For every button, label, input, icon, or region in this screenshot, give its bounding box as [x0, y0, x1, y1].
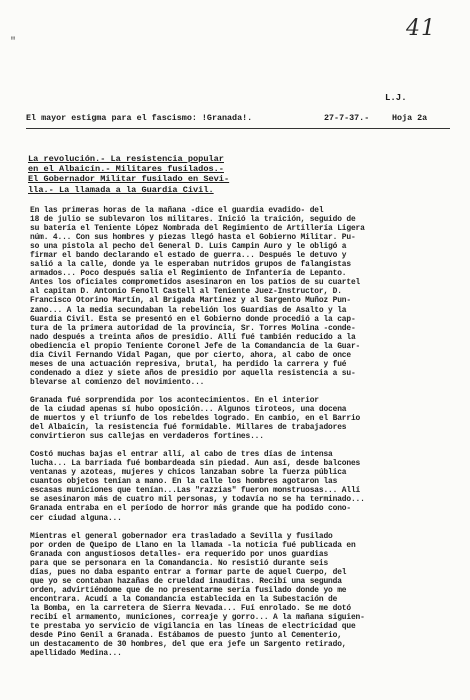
- header-line: [26, 113, 446, 123]
- body-line: En las primeras horas de la mañana -dice el guardia evadido- del: [30, 206, 324, 215]
- body-line: para que se personara en la Comandancia. No resistió durante seis: [30, 558, 329, 568]
- subheading-line: lla.- La llamada a la Guardia Civil.: [28, 184, 214, 195]
- paragraph-gap: [30, 523, 450, 532]
- body-line: 18 de julio se sublevaron los militares. Inició la traición, seguido de: [30, 215, 356, 225]
- subheading-line: La revolución.- La resistencia popular: [28, 154, 224, 164]
- body-line: se asesinaron más de cuatro mil personas, y todavía no se ha terminado...: [30, 495, 365, 505]
- body-line: Costó muchas bajas el entrar allí, al cabo de tres días de intensa: [30, 450, 333, 460]
- header-title: El mayor estigma para el fascismo: !Granada!.: [26, 113, 253, 123]
- paragraph-gap: [30, 387, 450, 396]
- article-body: [30, 206, 450, 658]
- body-line: tura de la primera autoridad de la provincia, Sr. Torres Molina -conde-: [30, 323, 356, 333]
- body-line: dia Civil Fernando Vidal Pagan, que por cierto, ahora, al cabo de once: [30, 350, 351, 360]
- body-line: de la ciudad apenas sí hubo oposición... Algunos tiroteos, una docena: [30, 404, 347, 414]
- body-line: por orden de Queipo de Llano en la llamada -la noticia fué publicada en: [30, 540, 356, 550]
- body-line: núm. 4... Con sus hombres y piezas llegó hasta el Gobierno Militar. Pu-: [30, 233, 356, 243]
- body-line: obediencia el propio Teniente Coronel Jefe de la Comandancia de la Guar-: [30, 341, 361, 351]
- body-line: cuantos objetos tenían a mano. En la calle los hombres agotaron las: [30, 477, 338, 487]
- body-line: Granada con angustiosos detalles- era requerido por unos guardias: [30, 549, 329, 559]
- subheading-line: El Gobernador Militar fusilado en Sevi-: [28, 174, 230, 185]
- body-line: desde Pino Genil a Granada. Estábamos de puesto junto al Cementerio,: [30, 631, 342, 641]
- body-line: recibí el armamento, municiones, correaje y gorro... A la mañana siguien-: [30, 612, 365, 622]
- body-line: salió a la calle, donde ya le esperaban nutridos grupos de falangistas: [30, 260, 351, 270]
- body-line: su batería el Teniente López Nombrada del Regimiento de Artillería Ligera: [30, 224, 365, 234]
- body-line: que yo se contaban hazañas de crueldad inauditas. Recibí una segunda: [30, 576, 342, 586]
- paragraph-gap: [30, 441, 450, 450]
- body-line: te prestaba yo servicio de vigilancia en las líneas de electricidad que: [30, 622, 356, 632]
- body-line: cer ciudad alguna...: [30, 513, 122, 523]
- subheadings-block: [28, 154, 229, 195]
- body-line: condenado a diez y siete años de presidio por aquella resistencia a su-: [30, 368, 356, 378]
- body-line: la Bomba, en la carretera de Sierra Nevada... Fuí enrolado. Se me dotó: [30, 603, 351, 613]
- body-line: firmar el bando declarando el estado de guerra... Después le detuvo y: [30, 251, 347, 261]
- header-date: 27-7-37.-: [324, 113, 370, 123]
- author-initials: L.J.: [385, 93, 407, 103]
- body-line: Granada fué sorprendida por los acontecimientos. En el interior: [30, 395, 319, 405]
- body-line: meses de una actuación represiva, brutal, ha perdido la carrera y fué: [30, 359, 347, 369]
- body-line: ventanas y azoteas, mujeres y chicos lanzaban sobre la fuerza pública: [30, 468, 347, 478]
- header-rule: [26, 128, 450, 129]
- body-line: nado después a treinta años de presidio. Allí fué también reducido a la: [30, 332, 356, 342]
- body-line: Antes los oficiales comprometidos asesinaron en los patios de su cuartel: [30, 278, 361, 288]
- header-sheet-number: Hoja 2a: [392, 113, 428, 123]
- body-line: un destacamento de 30 hombres, del que era jefe un Sargento retirado,: [30, 640, 347, 650]
- body-line: apellidado Medina...: [30, 649, 122, 659]
- subheading-line: en el Albaicín.- Militares fusilados.-: [28, 164, 224, 175]
- body-line: Mientras el general gobernador era trasladado a Sevilla y fusilado: [30, 531, 333, 541]
- body-line: encontrara. Acudí a la Comandancia establecida en la Subestación de: [30, 594, 338, 604]
- body-line: escasas municiones que tenían...Las "razzias" fueron monstruosas... Allí: [30, 486, 361, 496]
- handwritten-page-number: 41: [406, 16, 436, 41]
- body-line: Francisco Otorino Martín, al Brigada Martínez y al Sargento Muñoz Pun-: [30, 296, 351, 306]
- body-line: Granada entraba en el período de horror más grande que ha podido cono-: [30, 504, 351, 514]
- body-line: lucha... La barriada fué bombardeada sin piedad. Aun así, desde balcones: [30, 459, 361, 469]
- body-line: convirtieron sus callejas en verdaderos fortines...: [30, 432, 264, 442]
- margin-mark: ": [10, 37, 17, 48]
- body-line: del Albaicín, la resistencia fué formidable. Millares de trabajadores: [30, 423, 347, 433]
- body-line: de muertos y el triunfo de los rebeldes logrado. En cambio, en el Barrio: [30, 414, 361, 424]
- body-line: zano... A la media secundaban la rebelión los Guardias de Asalto y la: [30, 305, 347, 315]
- body-line: Guardia Civil. Esta se presentó en el Gobierno donde procedió a la cap-: [30, 314, 356, 324]
- body-line: so una pistola al pecho del General D. Luis Campin Auro y le obligó a: [30, 242, 347, 252]
- body-line: orden, advirtiéndome que de no presentarme sería fusilado donde yo me: [30, 585, 347, 595]
- body-line: al capitan D. Antonio Fenoll Castell al Teniente Juez-Instructor, D.: [30, 287, 342, 297]
- body-line: armados... Poco después salía el Regimiento de Infantería de Lepanto.: [30, 269, 347, 279]
- body-line: blevarse al comienzo del movimiento...: [30, 377, 205, 387]
- body-line: días, pues no daba espanto entrar a formar parte de aquel Cuerpo, del: [30, 567, 347, 577]
